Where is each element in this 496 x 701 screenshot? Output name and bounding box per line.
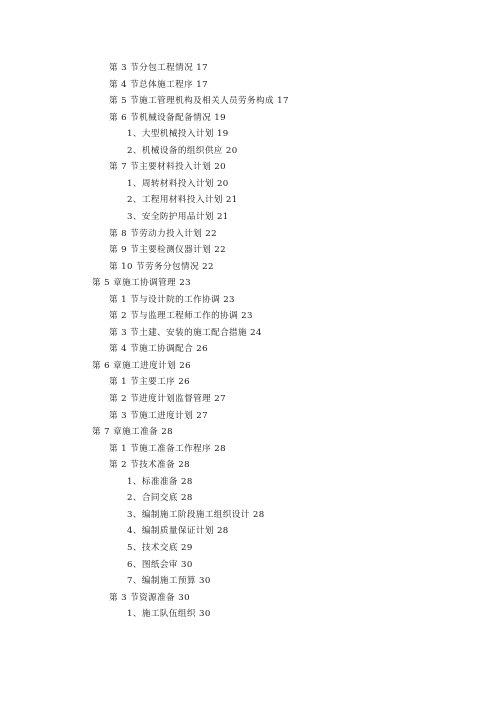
toc-entry-level-2: 第 2 节进度计划监督管理 27 — [109, 394, 226, 404]
toc-entry-level-2: 第 9 节主要检测仪器计划 22 — [109, 245, 226, 256]
toc-entry-level-3: 1、周转材料投入计划 20 — [127, 178, 229, 189]
toc-entry-level-2: 第 1 节与设计院的工作协调 23 — [109, 294, 235, 305]
toc-entry-level-3: 1、施工队伍组织 30 — [127, 609, 211, 620]
toc-entry-level-3: 6、图纸会审 30 — [127, 559, 193, 570]
toc-entry-level-2: 第 2 节与监理工程师工作的协调 23 — [109, 311, 253, 322]
toc-entry-level-2: 第 4 节总体施工程序 17 — [109, 79, 208, 90]
toc-entry-level-2: 第 3 节资源准备 30 — [109, 592, 190, 603]
toc-entry-level-1: 第 5 章施工协调管理 23 — [92, 278, 191, 289]
toc-entry-level-1: 第 7 章施工准备 28 — [92, 427, 173, 438]
toc-entry-level-3: 5、技术交底 29 — [127, 543, 193, 553]
toc-entry-level-2: 第 4 节施工协调配合 26 — [109, 344, 208, 355]
toc-entry-level-3: 2、合同交底 28 — [127, 493, 193, 504]
toc-entry-level-3: 2、机械设备的组织供应 20 — [127, 145, 238, 156]
toc-entry-level-2: 第 5 节施工管理机构及相关人员劳务构成 17 — [109, 96, 289, 107]
toc-entry-level-1: 第 6 章施工进度计划 26 — [92, 360, 191, 371]
toc-entry-level-2: 第 8 节劳动力投入计划 22 — [109, 228, 217, 239]
toc-entry-level-3: 2、工程用材料投入计划 21 — [127, 195, 238, 206]
toc-entry-level-3: 1、大型机械投入计划 19 — [127, 129, 229, 140]
toc-entry-level-3: 3、编制施工阶段施工组织设计 28 — [127, 509, 265, 520]
toc-entry-level-2: 第 3 节施工进度计划 27 — [109, 410, 208, 421]
toc-entry-level-2: 第 10 节劳务分包情况 22 — [109, 261, 214, 272]
toc-entry-level-2: 第 3 节土建、安装的施工配合措施 24 — [109, 327, 262, 338]
toc-entry-level-3: 4、编制质量保证计划 28 — [127, 526, 229, 537]
toc-entry-level-2: 第 1 节施工准备工作程序 28 — [109, 443, 226, 454]
toc-entry-level-2: 第 1 节主要工序 26 — [109, 377, 190, 388]
toc-entry-level-3: 3、安全防护用品计划 21 — [127, 212, 229, 222]
toc-entry-level-2: 第 7 节主要材料投入计划 20 — [109, 162, 226, 173]
toc-entry-level-2: 第 3 节分包工程情况 17 — [109, 63, 208, 73]
toc-entry-level-3: 1、标准准备 28 — [127, 476, 193, 487]
toc-entry-level-2: 第 6 节机械设备配备情况 19 — [109, 112, 226, 123]
toc-entry-level-3: 7、编制施工预算 30 — [127, 576, 211, 587]
toc-entry-level-2: 第 2 节技术准备 28 — [109, 460, 190, 471]
